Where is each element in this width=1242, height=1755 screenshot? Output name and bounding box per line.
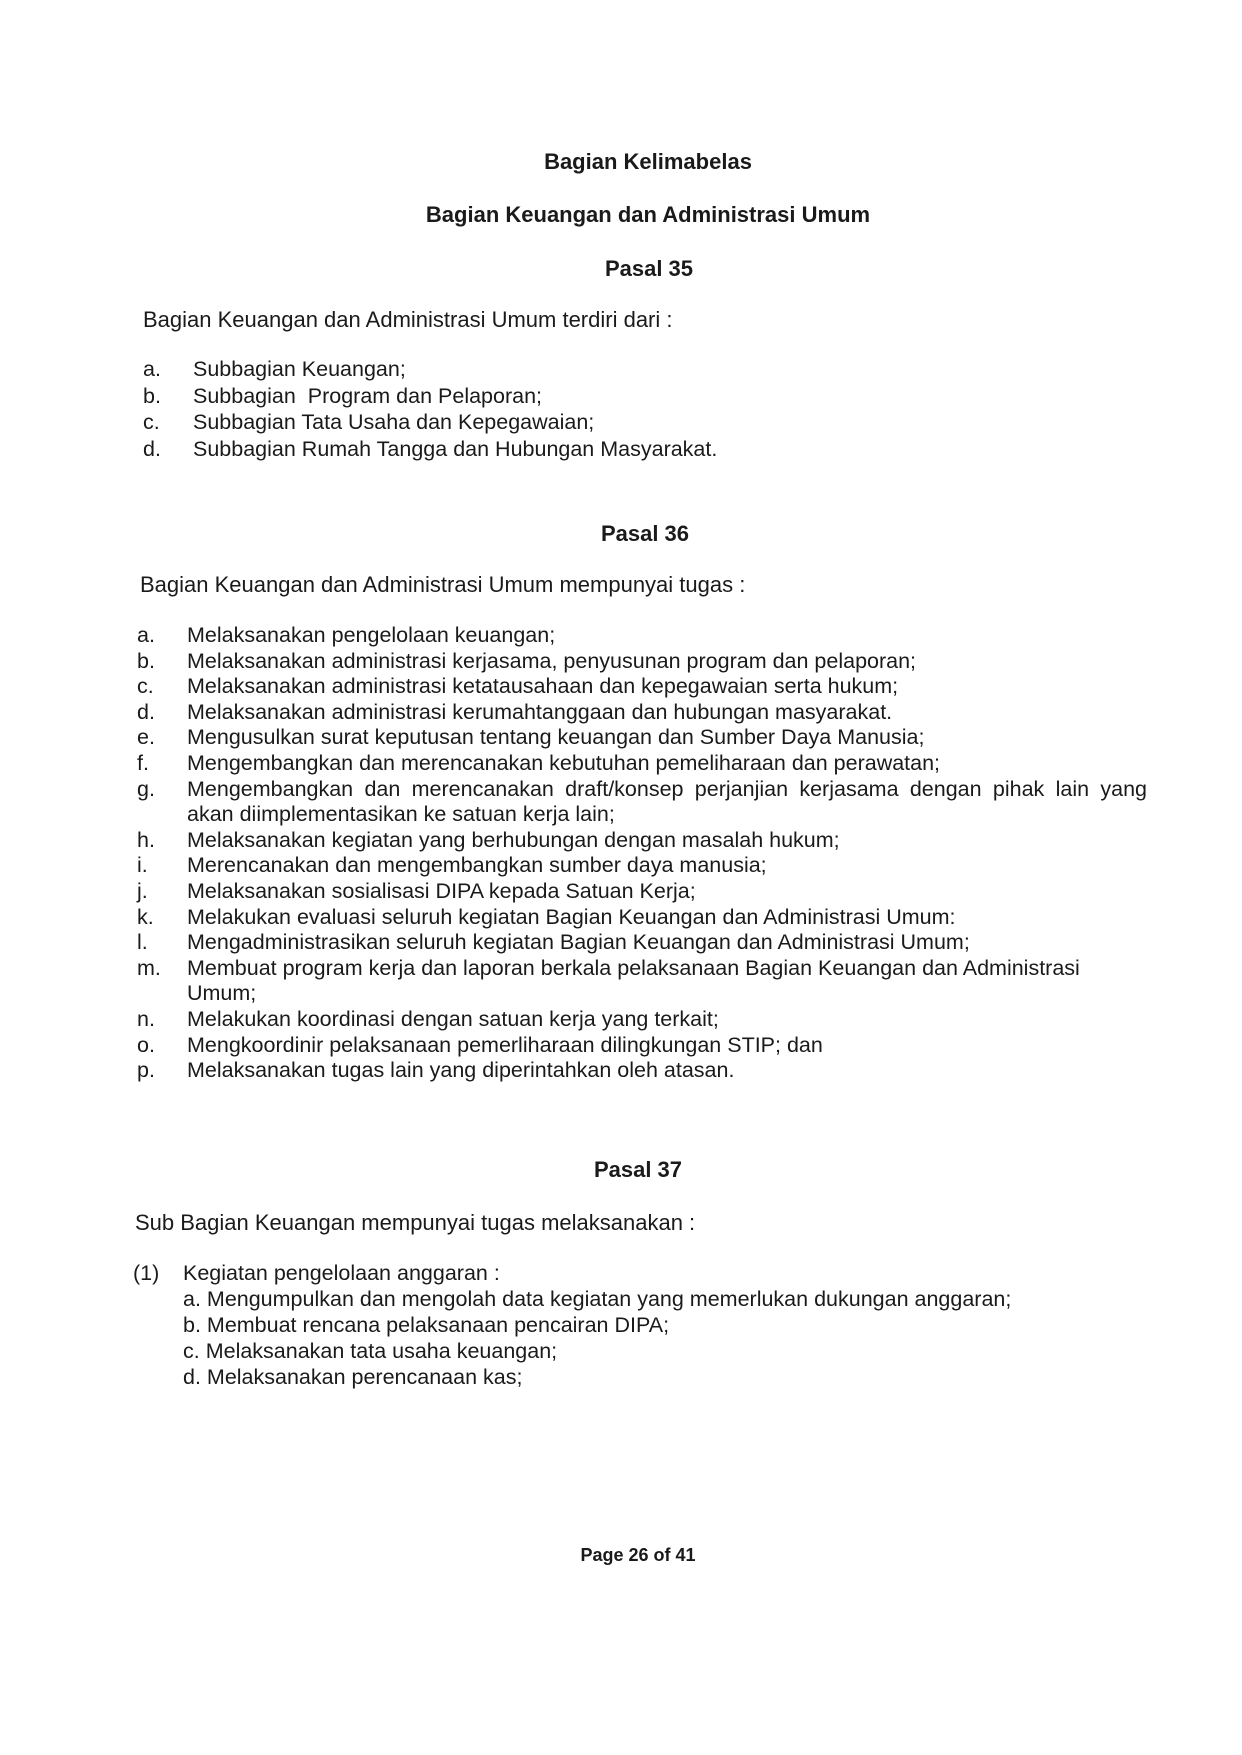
list-marker: d. — [137, 699, 155, 724]
list-item — [137, 700, 1147, 726]
list-item — [137, 1007, 1147, 1033]
list-item-text: Melaksanakan tugas lain yang diperintahkan oleh atasan. — [187, 1058, 735, 1083]
list-item — [137, 853, 1147, 879]
list-item-text: Melaksanakan administrasi ketatausahaan dan kepegawaian serta hukum; — [187, 674, 899, 699]
list-item-header — [133, 1260, 1133, 1286]
list-marker: d. — [143, 436, 161, 461]
list-item-text: Mengusulkan surat keputusan tentang keuangan dan Sumber Daya Manusia; — [187, 725, 925, 750]
list-marker: i. — [137, 853, 148, 878]
list-marker: j. — [137, 878, 148, 903]
list-item — [137, 777, 1147, 828]
sublist-item: c. Melaksanakan tata usaha keuangan; — [183, 1339, 558, 1363]
list-item-text: Subbagian Tata Usaha dan Kepegawaian; — [193, 410, 595, 434]
list-marker: f. — [137, 750, 149, 775]
list-marker: e. — [137, 725, 155, 750]
list-marker: c. — [143, 410, 160, 434]
list-marker: h. — [137, 827, 155, 852]
pasal-37-intro: Sub Bagian Keuangan mempunyai tugas melaksanakan : — [135, 1210, 696, 1235]
list-marker: a. — [143, 357, 161, 381]
list-item — [143, 436, 1043, 463]
list-item-text: Melaksanakan pengelolaan keuangan; — [187, 623, 556, 647]
list-item — [137, 1058, 1147, 1084]
list-item-text: Mengkoordinir pelaksanaan pemerliharaan dilingkungan STIP; dan — [187, 1032, 823, 1057]
list-item — [143, 383, 1043, 410]
list-item-text: Melaksanakan administrasi kerumahtanggaan dan hubungan masyarakat. — [187, 699, 893, 724]
list-marker: g. — [137, 776, 155, 801]
list-item — [137, 623, 1147, 649]
list-item — [143, 409, 1043, 436]
page-number: Page 26 of 41 — [580, 1545, 696, 1565]
list-item — [137, 828, 1147, 854]
list-item — [137, 879, 1147, 905]
list-item — [137, 1033, 1147, 1059]
list-item — [143, 356, 1043, 383]
list-item — [137, 725, 1147, 751]
list-item-text: Subbagian Program dan Pelaporan; — [193, 383, 543, 408]
list-item — [137, 930, 1147, 956]
list-item — [137, 956, 1147, 1007]
sublist-item: d. Melaksanakan perencanaan kas; — [183, 1365, 523, 1389]
list-item — [137, 751, 1147, 777]
list-marker: l. — [137, 930, 148, 955]
section-heading: Bagian Keuangan dan Administrasi Umum — [425, 202, 871, 227]
list-item-text: Melaksanakan kegiatan yang berhubungan dengan masalah hukum; — [187, 827, 840, 852]
list-item-text: Mengembangkan dan merencanakan draft/konsep perjanjian kerjasama dengan pihak lain yang akan diimplementasikan ke satuan kerja lain; — [187, 776, 1147, 827]
pasal-36-intro: Bagian Keuangan dan Administrasi Umum mempunyai tugas : — [140, 572, 746, 597]
pasal-35-title: Pasal 35 — [604, 256, 694, 281]
pasal-36-list — [137, 623, 1147, 1084]
sublist-item: b. Membuat rencana pelaksanaan pencairan DIPA; — [183, 1313, 670, 1337]
list-item-text: Melaksanakan sosialisasi DIPA kepada Satuan Kerja; — [187, 878, 696, 903]
list-item-text: Subbagian Rumah Tangga dan Hubungan Masyarakat. — [193, 436, 718, 461]
list-marker: b. — [143, 383, 161, 408]
sublist-item: a. Mengumpulkan dan mengolah data kegiatan yang memerlukan dukungan anggaran; — [183, 1287, 1012, 1311]
list-item — [137, 649, 1147, 675]
list-marker: m. — [137, 955, 161, 980]
part-heading: Bagian Kelimabelas — [544, 149, 752, 174]
list-marker: c. — [137, 674, 154, 699]
list-item-text: Kegiatan pengelolaan anggaran : — [183, 1261, 500, 1285]
pasal-35-intro: Bagian Keuangan dan Administrasi Umum terdiri dari : — [143, 307, 673, 332]
list-item — [133, 1260, 1133, 1390]
list-item — [137, 905, 1147, 931]
list-marker: b. — [137, 648, 155, 673]
list-marker: a. — [137, 623, 155, 647]
sublist — [133, 1286, 1133, 1390]
list-item-text: Mengadministrasikan seluruh kegiatan Bagian Keuangan dan Administrasi Umum; — [187, 930, 970, 955]
list-item-text: Subbagian Keuangan; — [193, 357, 406, 381]
list-marker: o. — [137, 1032, 155, 1057]
list-item-text: Melakukan evaluasi seluruh kegiatan Bagian Keuangan dan Administrasi Umum: — [187, 904, 956, 929]
list-item-text: Mengembangkan dan merencanakan kebutuhan pemeliharaan dan perawatan; — [187, 750, 941, 775]
pasal-35-list — [143, 356, 1043, 462]
list-item-text: Melaksanakan administrasi kerjasama, penyusunan program dan pelaporan; — [187, 648, 917, 673]
list-item-text: Merencanakan dan mengembangkan sumber daya manusia; — [187, 853, 767, 878]
list-item-text: Melakukan koordinasi dengan satuan kerja yang terkait; — [187, 1006, 719, 1031]
pasal-37-list — [133, 1260, 1133, 1390]
list-marker: (1) — [133, 1261, 160, 1285]
pasal-36-title: Pasal 36 — [600, 521, 690, 546]
list-marker: n. — [137, 1006, 155, 1031]
pasal-37-title: Pasal 37 — [593, 1157, 683, 1182]
list-marker: p. — [137, 1058, 155, 1083]
list-item-text: Membuat program kerja dan laporan berkala pelaksanaan Bagian Keuangan dan Administrasi Umum; — [187, 955, 1080, 1006]
list-marker: k. — [137, 904, 154, 929]
list-item — [137, 674, 1147, 700]
